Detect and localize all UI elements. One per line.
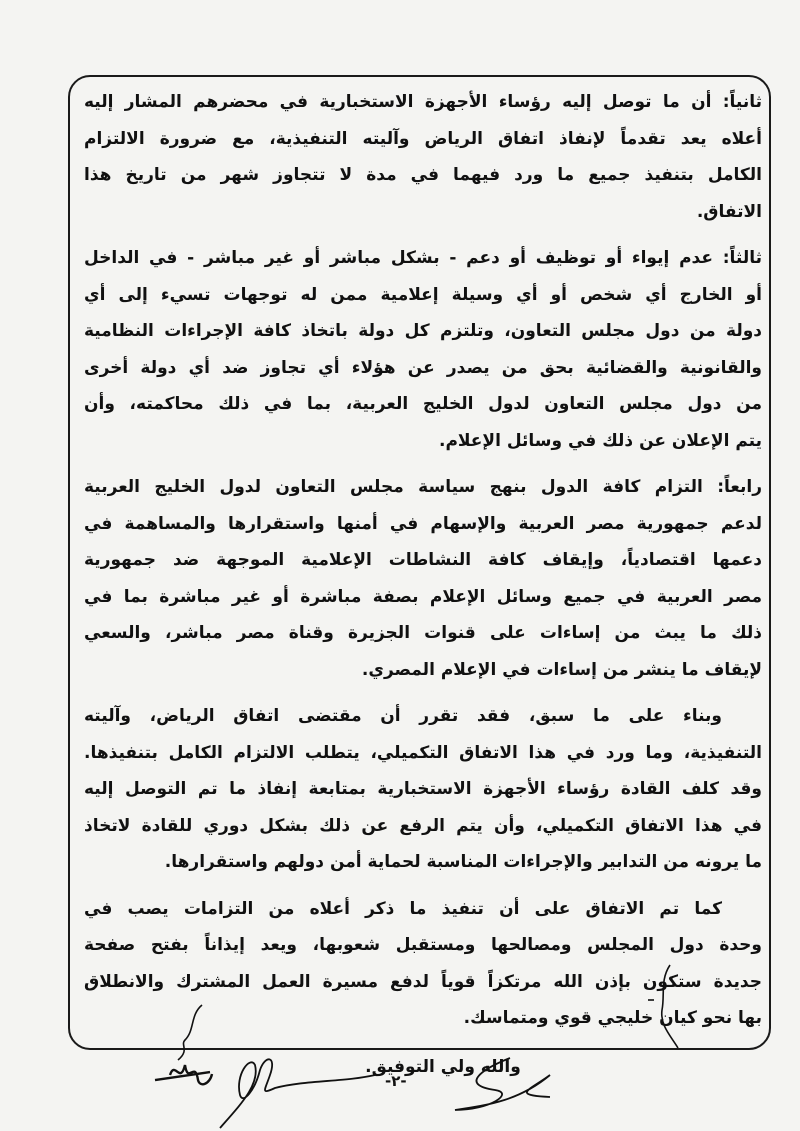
text-line: جديدة ستكون بإذن الله مرتكزاً قوياً لدفع مسيرة العمل المشترك والانطلاق: [84, 971, 762, 992]
text-line: أعلاه يعد تقدماً لإنفاذ اتفاق الرياض وآليته التنفيذية، مع ضرورة الالتزام: [84, 128, 762, 149]
text-line: وحدة دول المجلس ومصالحها ومستقبل شعوبها، ويعد إيذاناً بفتح صفحة: [84, 935, 762, 955]
text-line: التنفيذية، وما ورد في هذا الاتفاق التكميلي، يتطلب الالتزام الكامل بتنفيذها.: [84, 742, 762, 763]
signature-right: [450, 1055, 560, 1115]
text-line: لدعم جمهورية مصر العربية والإسهام في أمنها واستقرارها والمساهمة في: [84, 513, 762, 534]
page-number: -٢-: [385, 1072, 407, 1090]
text-line: وقد كلف القادة رؤساء الأجهزة الاستخبارية بمتابعة إنفاذ ما تم التوصل إليه: [84, 779, 762, 799]
text-line: دولة من دول مجلس التعاون، وتلتزم كل دولة باتخاذ كافة الإجراءات النظامية: [84, 321, 762, 341]
signature-right-margin: [640, 960, 700, 1050]
text-line: أو الخارج أي شخص أو أي وسيلة إعلامية ممن له توجهات تسيء إلى أي: [84, 284, 762, 305]
text-line: الكامل بتنفيذ جميع ما ورد فيهما في مدة لا تتجاوز شهر من تاريخ هذا: [84, 165, 762, 185]
text-line: لإيقاف ما ينشر من إساءات في الإعلام المصري.: [361, 659, 762, 680]
text-line: ذلك ما يبث من إساءات على قنوات الجزيرة وقناة مصر مباشر، والسعي: [84, 623, 762, 643]
text-line: دعمها اقتصادياً، وإيقاف كافة النشاطات الإعلامية الموجهة ضد جمهورية: [84, 550, 762, 570]
paragraph-thirdly: [84, 240, 762, 459]
text-line: ثانياً: أن ما توصل إليه رؤساء الأجهزة الاستخبارية في محضرهم المشار إليه: [84, 92, 762, 112]
document-body: [84, 84, 762, 1087]
paragraph-secondly: [84, 84, 762, 230]
text-line: والقانونية والقضائية بحق من يصدر عن هؤلاء أي تجاوز ضد أي دولة أخرى: [84, 357, 762, 378]
paragraph-based-on: [84, 698, 762, 881]
text-line: بها نحو كيان خليجي قوي ومتماسك.: [463, 1008, 762, 1028]
text-line: الاتفاق.: [696, 201, 762, 222]
text-line: من دول مجلس التعاون لدول الخليج العربية، بما في ذلك محاكمته، وأن: [84, 394, 762, 414]
closing-phrase: والله ولي التوفيق.: [365, 1056, 521, 1077]
text-line: وبناء على ما سبق، فقد تقرر أن مقتضى اتفاق الرياض، وآليته: [84, 706, 722, 726]
text-line: ما يرونه من التدابير والإجراءات المناسبة لحماية أمن دولهم واستقرارها.: [164, 852, 762, 872]
text-line: في هذا الاتفاق التكميلي، وأن يتم الرفع عن ذلك بشكل دوري للقادة لاتخاذ: [84, 815, 762, 836]
text-line: يتم الإعلان عن ذلك في وسائل الإعلام.: [438, 430, 762, 451]
text-line: ثالثاً: عدم إيواء أو توظيف أو دعم - بشكل مباشر أو غير مباشر - في الداخل: [84, 248, 762, 268]
text-line: كما تم الاتفاق على أن تنفيذ ما ذكر أعلاه من التزامات يصب في: [84, 898, 722, 919]
text-line: رابعاً: التزام كافة الدول بنهج سياسة مجلس التعاون لدول الخليج العربية: [84, 477, 762, 497]
signature-middle: [215, 1050, 385, 1130]
paragraph-fourthly: [84, 469, 762, 688]
text-line: مصر العربية في جميع وسائل الإعلام بصفة مباشرة أو غير مباشرة بما في: [84, 586, 762, 607]
